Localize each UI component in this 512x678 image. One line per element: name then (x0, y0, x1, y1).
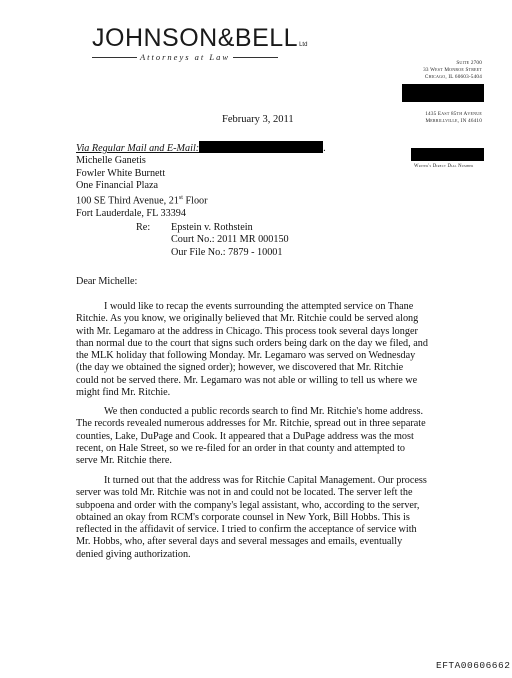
floor-tail: Floor (182, 195, 208, 207)
delivery-method-label: Via Regular Mail and E-Mail: (76, 143, 200, 154)
paragraph-text: We then conducted a public records search to find Mr. Ritchie's home address. The records revealed numerous addresses for Mr. Ritchie, spread out in three separate counties, Lake, DuPage and Cook. It appeared that a DuPage address was the most recent, on Hale Street, so we re-filed for an order in that county and attempted to serve Mr. Ritchie there. (76, 406, 426, 467)
redaction-block (199, 141, 323, 153)
firm-suffix: Ltd (299, 42, 308, 48)
recipient-city: Fort Lauderdale, FL 33394 (76, 207, 186, 219)
re-label: Re: (136, 222, 151, 233)
delivery-trailing: . (323, 143, 326, 154)
redaction-block (411, 148, 484, 161)
re-case-name: Epstein v. Rothstein (171, 222, 253, 233)
body-paragraph (76, 301, 428, 399)
recipient-name: Michelle Ganetis (76, 155, 146, 167)
paragraph-text: It turned out that the address was for Ritchie Capital Management. Our process server was told Mr. Ritchie was not in and could not be located. The server left the subpoena and order with the company's legal assistant, who, according to the server, obtained an okay from RCM's corporate counsel in New York, Bill Hobbs. This is reflected in the affidavit of service. I tried to confirm the acceptance of service with Mr. Hobbs, who, after several days and several messages and emails, eventually denied giving authorization. (76, 475, 427, 560)
recipient-building: One Financial Plaza (76, 179, 159, 191)
re-court-no: Court No.: 2011 MR 000150 (171, 234, 289, 246)
tagline-rule-right (233, 57, 278, 58)
tagline-rule-left (92, 57, 137, 58)
office-address-chicago (423, 60, 482, 81)
paragraph-text: I would like to recap the events surrounding the attempted service on Thane Ritchie. As you know, we originally believed that Mr. Ritchie could be served along with Mr. Legamaro at the address in Chicago. This process took several days longer than normal due to the court that signs such orders being dark on the day we filed, and the MLK holiday that following Monday. Mr. Legamaro was served on Wednesday (the day we obtained the signed order); however, we discovered that Mr. Ritchie could not be served there. Mr. Legamaro was not able or willing to tell us where we might find Mr. Ritchie. (76, 301, 428, 399)
firm-tagline (92, 52, 278, 62)
office-line: Chicago, IL 60603-5404 (424, 74, 482, 80)
delivery-method (76, 141, 326, 155)
office-line: Suite 2700 (456, 60, 482, 66)
tagline-text: Attorneys at Law (139, 52, 231, 62)
re-file-no: Our File No.: 7879 - 10001 (171, 246, 283, 258)
floor-superscript: st (178, 195, 183, 202)
recipient-block (76, 141, 326, 220)
re-details (171, 222, 289, 259)
recipient-street (76, 192, 326, 208)
redaction-block (402, 84, 484, 102)
office-address-indiana (425, 111, 482, 125)
office-line: Merrillville, IN 46410 (425, 118, 482, 124)
office-line: 1435 East 85th Avenue (425, 111, 482, 117)
letter-date: February 3, 2011 (222, 114, 294, 125)
recipient-firm: Fowler White Burnett (76, 167, 166, 179)
firm-name: JOHNSON&BELL (92, 24, 299, 52)
street-text: 100 SE Third Avenue, 21 (76, 195, 179, 207)
body-paragraph (76, 406, 428, 467)
document-id: EFTA00606662 (436, 660, 511, 671)
office-line: 33 West Monroe Street (423, 67, 482, 73)
salutation: Dear Michelle: (76, 276, 138, 287)
firm-logo (92, 26, 307, 51)
direct-dial-label: Writer's Direct Dial Number (414, 164, 474, 169)
body-paragraph (76, 475, 428, 561)
